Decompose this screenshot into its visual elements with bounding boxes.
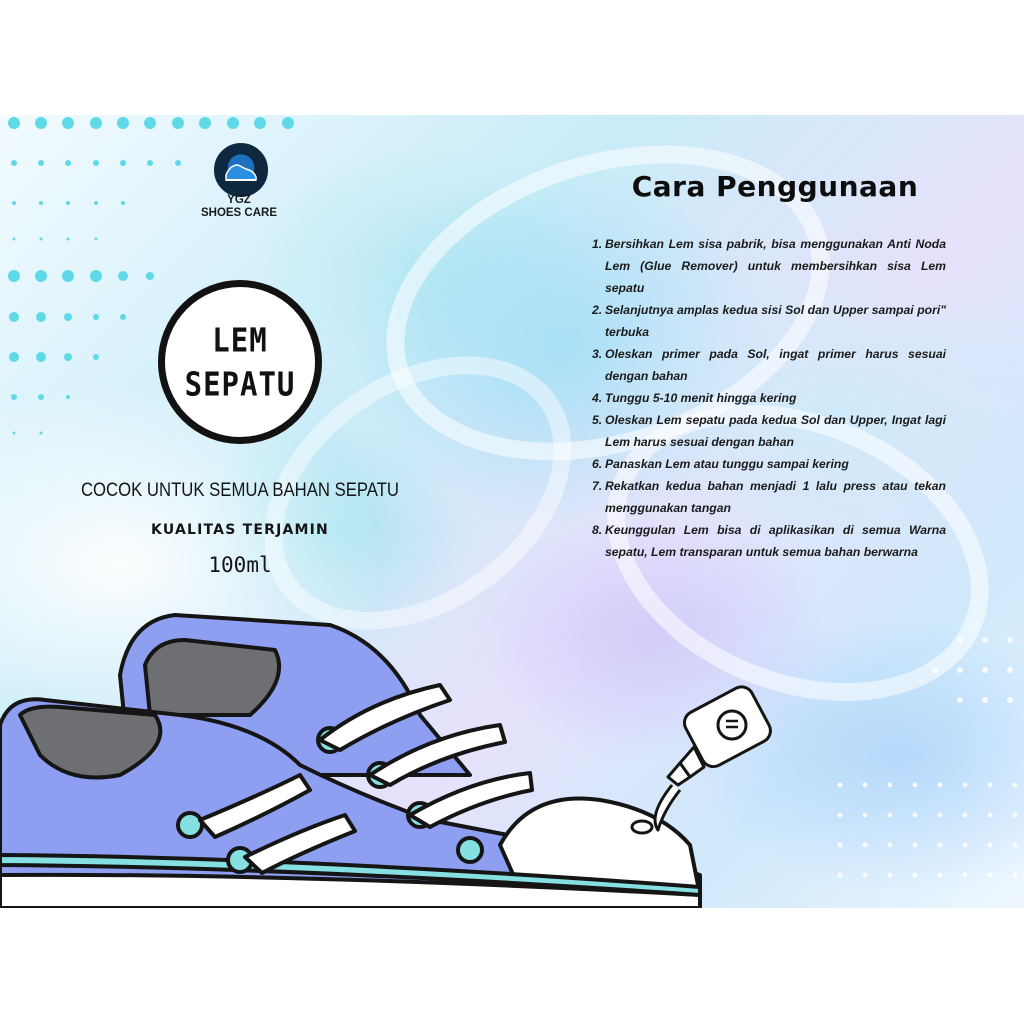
instructions-title: Cara Penggunaan	[631, 170, 919, 203]
step-number: 4.	[592, 391, 603, 405]
step-number: 7.	[592, 479, 603, 493]
product-title-line1: LEM	[212, 320, 268, 360]
quality-text: KUALITAS TERJAMIN	[151, 522, 329, 538]
brand-title: YGZ	[227, 194, 251, 206]
brand-name	[180, 194, 298, 220]
glue-bottle-icon	[620, 685, 790, 835]
step-number: 6.	[592, 457, 603, 471]
step-text: Selanjutnya amplas kedua sisi Sol dan Upper sampai pori" terbuka	[605, 303, 946, 339]
instruction-step	[592, 387, 946, 409]
instructions-list	[592, 233, 946, 563]
instruction-step	[592, 299, 946, 343]
step-text: Tunggu 5-10 menit hingga kering	[605, 391, 797, 405]
sneaker-illustration	[0, 605, 720, 908]
instruction-step	[592, 453, 946, 475]
label-panel	[0, 115, 1024, 908]
step-text: Bersihkan Lem sisa pabrik, bisa menggunakan Anti Noda Lem (Glue Remover) untuk membersihkan sisa Lem sepatu	[605, 237, 946, 295]
product-tagline: COCOK UNTUK SEMUA BAHAN SEPATU	[80, 480, 400, 501]
step-number: 5.	[592, 413, 603, 427]
brand-subtitle: SHOES CARE	[200, 207, 278, 219]
product-title-line2: SEPATU	[184, 364, 296, 404]
product-title-badge	[158, 280, 322, 444]
instruction-step	[592, 409, 946, 453]
instruction-step	[592, 475, 946, 519]
instruction-step	[592, 519, 946, 563]
instruction-step	[592, 233, 946, 299]
step-text: Oleskan primer pada Sol, ingat primer harus sesuai dengan bahan	[605, 347, 946, 383]
shoe-logo-icon	[214, 143, 268, 197]
step-number: 8.	[592, 523, 603, 537]
instruction-step	[592, 343, 946, 387]
step-number: 2.	[592, 303, 603, 317]
step-number: 1.	[592, 237, 603, 251]
step-text: Panaskan Lem atau tunggu sampai kering	[605, 457, 849, 471]
step-text: Keunggulan Lem bisa di aplikasikan di semua Warna sepatu, Lem transparan untuk semua bahan berwarna	[605, 523, 946, 559]
step-number: 3.	[592, 347, 603, 361]
step-text: Rekatkan kedua bahan menjadi 1 lalu press atau tekan menggunakan tangan	[605, 479, 946, 515]
volume-text: 100ml	[208, 553, 272, 577]
step-text: Oleskan Lem sepatu pada kedua Sol dan Upper, Ingat lagi Lem harus sesuai dengan bahan	[605, 413, 946, 449]
